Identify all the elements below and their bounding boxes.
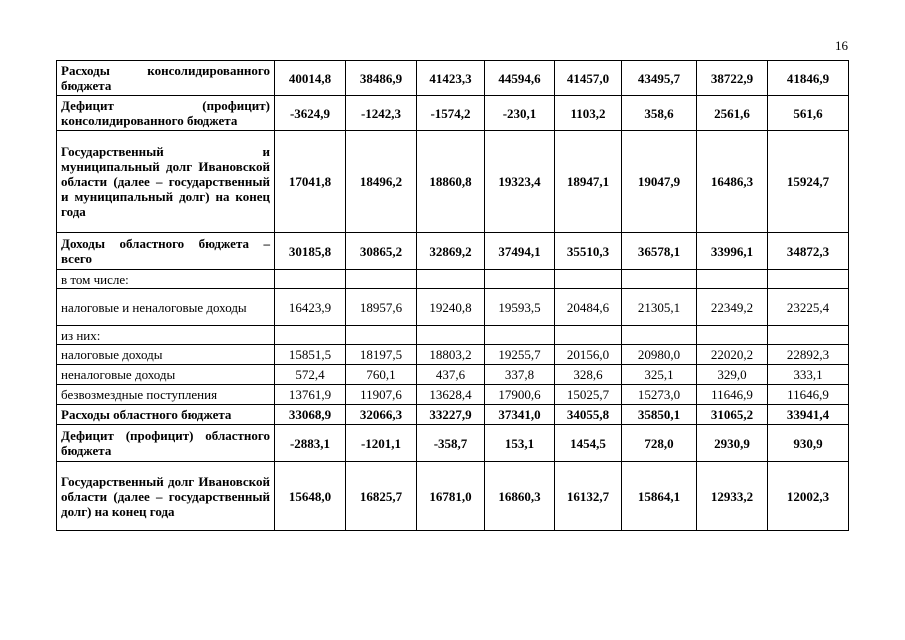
- value-cell: 34055,8: [555, 405, 622, 425]
- value-cell: 41423,3: [417, 61, 485, 96]
- value-cell: 31065,2: [697, 405, 768, 425]
- value-cell: [417, 326, 485, 345]
- value-cell: [697, 270, 768, 289]
- value-cell: 16132,7: [555, 462, 622, 531]
- table-row: [57, 131, 849, 233]
- value-cell: 33941,4: [768, 405, 849, 425]
- value-cell: 760,1: [346, 365, 417, 385]
- value-cell: 35510,3: [555, 233, 622, 270]
- row-label: налоговые доходы: [57, 345, 275, 365]
- value-cell: 40014,8: [275, 61, 346, 96]
- value-cell: 18496,2: [346, 131, 417, 233]
- value-cell: 37341,0: [485, 405, 555, 425]
- value-cell: 35850,1: [622, 405, 697, 425]
- value-cell: 38486,9: [346, 61, 417, 96]
- value-cell: -1242,3: [346, 96, 417, 131]
- value-cell: 11646,9: [697, 385, 768, 405]
- value-cell: 437,6: [417, 365, 485, 385]
- value-cell: 13761,9: [275, 385, 346, 405]
- value-cell: 16423,9: [275, 289, 346, 326]
- value-cell: 30185,8: [275, 233, 346, 270]
- row-label: Государственный долг Ивановской области (далее – государственный долг) на конец года: [57, 462, 275, 531]
- value-cell: 19047,9: [622, 131, 697, 233]
- row-label: налоговые и неналоговые доходы: [57, 289, 275, 326]
- value-cell: 20156,0: [555, 345, 622, 365]
- value-cell: 22349,2: [697, 289, 768, 326]
- value-cell: 36578,1: [622, 233, 697, 270]
- value-cell: -1201,1: [346, 425, 417, 462]
- value-cell: 2561,6: [697, 96, 768, 131]
- value-cell: 930,9: [768, 425, 849, 462]
- value-cell: 11646,9: [768, 385, 849, 405]
- value-cell: [346, 270, 417, 289]
- table-row: [57, 61, 849, 96]
- value-cell: [768, 270, 849, 289]
- value-cell: 2930,9: [697, 425, 768, 462]
- value-cell: 44594,6: [485, 61, 555, 96]
- value-cell: 43495,7: [622, 61, 697, 96]
- value-cell: [346, 326, 417, 345]
- value-cell: 328,6: [555, 365, 622, 385]
- value-cell: 16781,0: [417, 462, 485, 531]
- value-cell: 16825,7: [346, 462, 417, 531]
- row-label: безвозмездные поступления: [57, 385, 275, 405]
- value-cell: -1574,2: [417, 96, 485, 131]
- value-cell: 15851,5: [275, 345, 346, 365]
- value-cell: 19255,7: [485, 345, 555, 365]
- value-cell: [485, 270, 555, 289]
- value-cell: 12933,2: [697, 462, 768, 531]
- value-cell: 32869,2: [417, 233, 485, 270]
- value-cell: 18803,2: [417, 345, 485, 365]
- value-cell: 1454,5: [555, 425, 622, 462]
- row-label: Доходы областного бюджета – всего: [57, 233, 275, 270]
- value-cell: 18957,6: [346, 289, 417, 326]
- value-cell: 329,0: [697, 365, 768, 385]
- table-row: [57, 365, 849, 385]
- budget-table-body: [57, 61, 849, 531]
- table-row: [57, 96, 849, 131]
- row-label: Расходы консолидированного бюджета: [57, 61, 275, 96]
- budget-table: [56, 60, 849, 531]
- table-row: [57, 233, 849, 270]
- value-cell: [275, 270, 346, 289]
- table-row: [57, 425, 849, 462]
- value-cell: [555, 326, 622, 345]
- table-row: [57, 462, 849, 531]
- value-cell: 337,8: [485, 365, 555, 385]
- value-cell: 17900,6: [485, 385, 555, 405]
- value-cell: [768, 326, 849, 345]
- value-cell: -358,7: [417, 425, 485, 462]
- value-cell: 15273,0: [622, 385, 697, 405]
- value-cell: 358,6: [622, 96, 697, 131]
- value-cell: 41457,0: [555, 61, 622, 96]
- table-row: [57, 270, 849, 289]
- value-cell: 38722,9: [697, 61, 768, 96]
- value-cell: 18197,5: [346, 345, 417, 365]
- value-cell: [417, 270, 485, 289]
- value-cell: 19323,4: [485, 131, 555, 233]
- value-cell: 30865,2: [346, 233, 417, 270]
- value-cell: 561,6: [768, 96, 849, 131]
- value-cell: 22020,2: [697, 345, 768, 365]
- value-cell: 34872,3: [768, 233, 849, 270]
- value-cell: 572,4: [275, 365, 346, 385]
- value-cell: 1103,2: [555, 96, 622, 131]
- row-label: Расходы областного бюджета: [57, 405, 275, 425]
- value-cell: [697, 326, 768, 345]
- value-cell: [555, 270, 622, 289]
- value-cell: 33996,1: [697, 233, 768, 270]
- value-cell: 20484,6: [555, 289, 622, 326]
- value-cell: 16860,3: [485, 462, 555, 531]
- value-cell: [275, 326, 346, 345]
- value-cell: 15025,7: [555, 385, 622, 405]
- value-cell: 22892,3: [768, 345, 849, 365]
- value-cell: -230,1: [485, 96, 555, 131]
- value-cell: 20980,0: [622, 345, 697, 365]
- value-cell: 41846,9: [768, 61, 849, 96]
- value-cell: -3624,9: [275, 96, 346, 131]
- value-cell: 37494,1: [485, 233, 555, 270]
- value-cell: 13628,4: [417, 385, 485, 405]
- value-cell: 325,1: [622, 365, 697, 385]
- value-cell: -2883,1: [275, 425, 346, 462]
- table-row: [57, 385, 849, 405]
- value-cell: [622, 326, 697, 345]
- value-cell: 728,0: [622, 425, 697, 462]
- row-label: Дефицит (профицит) консолидированного бюджета: [57, 96, 275, 131]
- value-cell: 15924,7: [768, 131, 849, 233]
- value-cell: 18947,1: [555, 131, 622, 233]
- table-row: [57, 289, 849, 326]
- row-label: из них:: [57, 326, 275, 345]
- value-cell: 16486,3: [697, 131, 768, 233]
- value-cell: [622, 270, 697, 289]
- value-cell: [485, 326, 555, 345]
- value-cell: 23225,4: [768, 289, 849, 326]
- row-label: в том числе:: [57, 270, 275, 289]
- value-cell: 15648,0: [275, 462, 346, 531]
- value-cell: 21305,1: [622, 289, 697, 326]
- row-label: неналоговые доходы: [57, 365, 275, 385]
- value-cell: 15864,1: [622, 462, 697, 531]
- value-cell: 33227,9: [417, 405, 485, 425]
- value-cell: 32066,3: [346, 405, 417, 425]
- value-cell: 19593,5: [485, 289, 555, 326]
- table-row: [57, 345, 849, 365]
- value-cell: 333,1: [768, 365, 849, 385]
- value-cell: 17041,8: [275, 131, 346, 233]
- value-cell: 19240,8: [417, 289, 485, 326]
- value-cell: 11907,6: [346, 385, 417, 405]
- value-cell: 12002,3: [768, 462, 849, 531]
- value-cell: 18860,8: [417, 131, 485, 233]
- row-label: Государственный и муниципальный долг Ивановской области (далее – государственный и муниципальный долг) на конец года: [57, 131, 275, 233]
- page-number: 16: [835, 38, 848, 53]
- table-row: [57, 405, 849, 425]
- value-cell: 153,1: [485, 425, 555, 462]
- value-cell: 33068,9: [275, 405, 346, 425]
- row-label: Дефицит (профицит) областного бюджета: [57, 425, 275, 462]
- table-row: [57, 326, 849, 345]
